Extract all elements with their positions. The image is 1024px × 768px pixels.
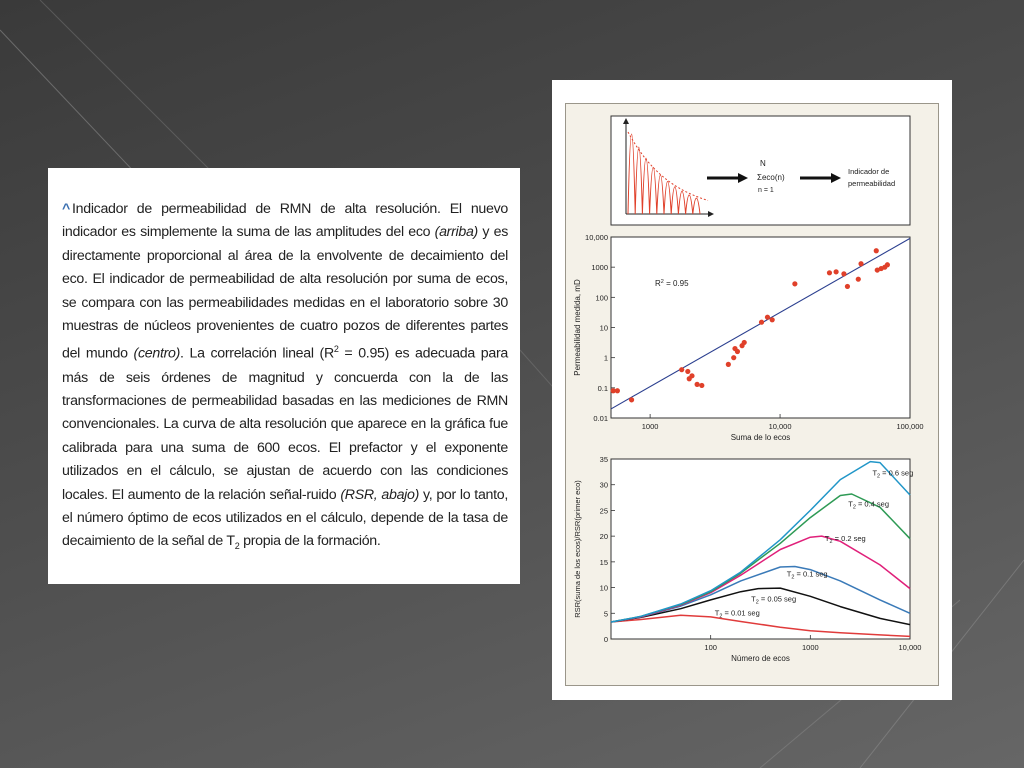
data-point [699,383,704,388]
series-label: $T_2 = 0.6$ seg [872,468,914,480]
sum-start: n = 1 [758,187,774,194]
data-point [679,367,684,372]
series-label: $T_2 = 0.1$ seg [786,569,828,581]
caption-text-part: y es directamente proporcional al área de la envolvente de decaimiento del eco. El indicador de permeabilidad de alta resolución por suma de ecos, se compara con las permeabilidades medidas en el laboratorio sobre 30 muestras de núcleos provenientes de cuatro pozos de diferentes partes del mundo [62,224,509,363]
y-tick-label: 10 [599,583,608,593]
x-tick-label: 10,000 [768,422,792,431]
data-point [731,355,736,360]
y-tick-label: 10 [599,323,608,333]
series-label: $T_2 = 0.05$ seg [751,594,797,606]
y-tick-label: 1 [603,353,608,363]
data-point [770,317,775,322]
output-label-line1: Indicador de [848,167,890,176]
y-tick-label: 0.01 [593,414,608,423]
data-point [687,376,692,381]
caption-text-part: Indicador de permeabilidad de RMN de alta resolución. El nuevo indicador es simplemente la suma de las amplitudes del eco [62,201,508,241]
y-tick-label: 35 [599,455,608,464]
data-point [685,369,690,374]
y-tick-label: 0.1 [597,383,608,393]
x-tick-label: 100,000 [896,422,924,431]
y-tick-label: 30 [599,480,608,490]
y-axis-label: Permeabilidad medida, mD [573,279,582,376]
x-axis-label: Número de ecos [731,654,790,663]
caption-text-part: . La correlación lineal (R [180,346,334,363]
y-tick-label: 20 [599,532,608,542]
y-tick-label: 100 [595,293,608,303]
sum-upper-limit: N [760,159,766,168]
data-point [765,315,770,320]
series-label: $T_2 = 0.2$ seg [824,533,866,545]
caption-italic: (RSR, abajo) [340,486,420,503]
data-point [827,270,832,275]
caption-italic: (centro) [133,346,181,363]
data-point [695,382,700,387]
y-axis-label: RSR(suma de los ecos)/RSR(primer eco) [573,480,582,618]
r-squared-annotation: $R^2 = 0.95$ [655,279,689,288]
y-tick-label: 10,000 [585,233,608,242]
y-tick-label: 1000 [591,263,608,273]
x-tick-label: 1000 [641,422,659,431]
x-axis-label: Suma de lo ecos [730,433,791,442]
data-point [629,397,634,402]
data-point [858,261,863,266]
data-point [732,346,737,351]
y-tick-label: 15 [599,557,608,567]
data-point [845,284,850,289]
data-point [885,262,890,267]
caption-italic: (arriba) [434,224,478,241]
data-point [856,277,861,282]
data-point [841,271,846,276]
x-tick-label: 10,000 [898,643,922,652]
data-point [615,388,620,393]
caption-marker: ^ [62,201,70,217]
caption-text-part: y, por lo tanto, el número óptimo de ecos utilizados en el cálculo, depende de la tasa de decaimiento de la señal de T [62,486,508,550]
y-tick-label: 25 [599,506,608,516]
caption-subscript: 2 [234,541,240,552]
data-point [792,281,797,286]
y-tick-label: 5 [603,609,608,619]
y-tick-label: 0 [603,635,608,644]
x-tick-label: 1000 [801,643,819,652]
series-label: $T_2 = 0.4$ seg [848,499,890,511]
data-point [759,320,764,325]
caption-text-part: propia de la formación. [239,533,381,550]
data-point [834,269,839,274]
data-point [874,248,879,253]
data-point [742,340,747,345]
data-point [726,362,731,367]
caption-text-part: = 0.95) es adecuada para más de seis órdenes de magnitud y concuerda con la de las transformaciones de permeabilidad basadas en las mediciones de RMN convencionales. La curva de alta resolución que aparece en la gráfica fue calibrada para una suma de 600 ecos. El prefactor y el exponente utilizados en el cálculo, se ajustan de acuerdo con las condiciones locales. El aumento de la relación señal-ruido [62,346,508,503]
output-label-line2: permeabilidad [848,179,896,188]
caption-superscript: 2 [333,344,339,355]
x-tick-label: 100 [704,643,717,652]
series-label: $T_2 = 0.01$ seg [714,608,760,620]
sum-expression: Σeco(n) [757,173,785,182]
